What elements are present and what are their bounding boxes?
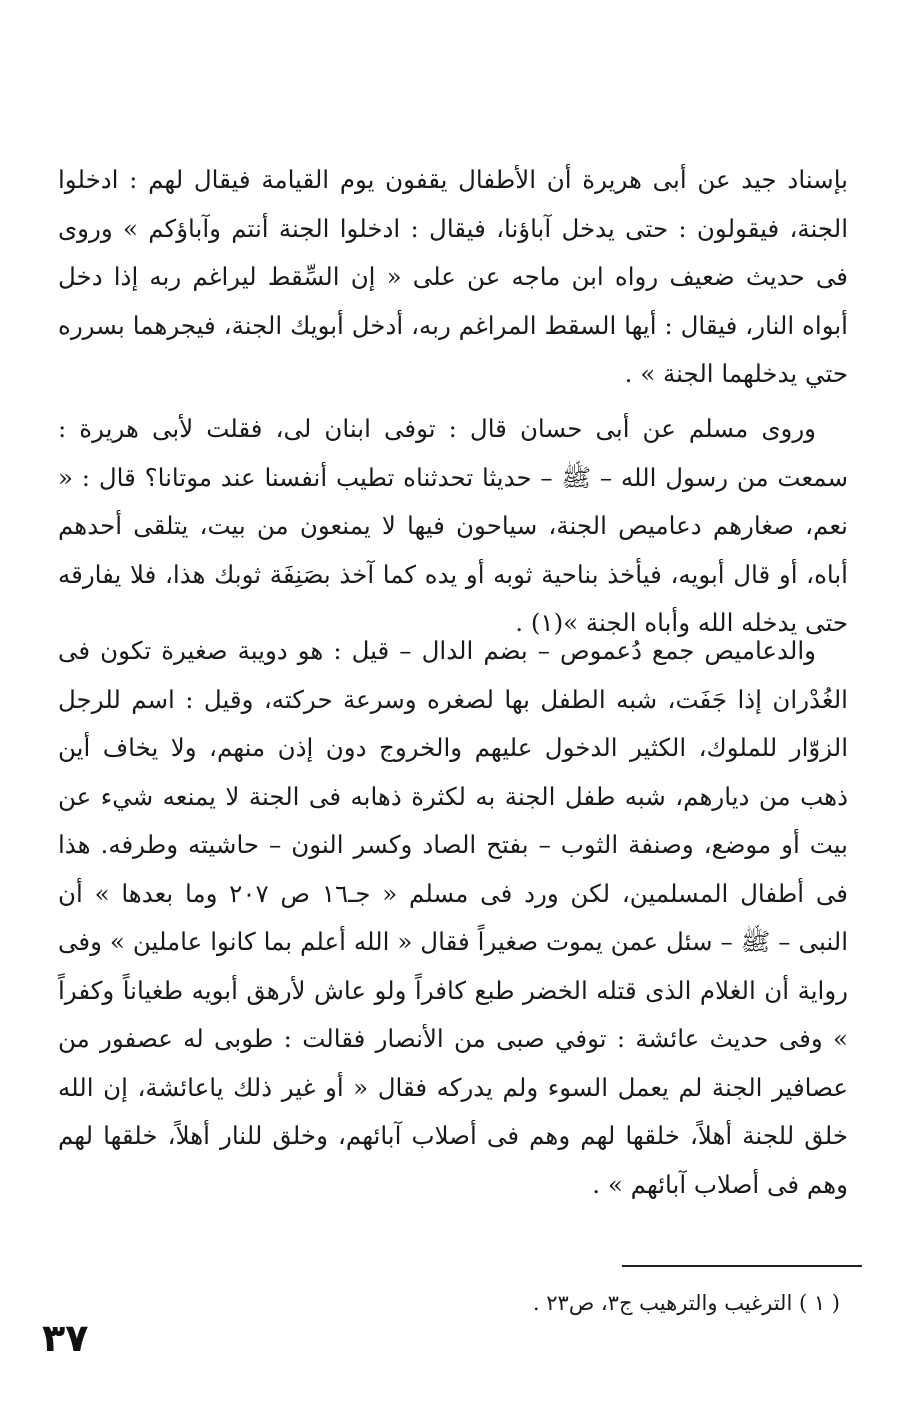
body-text-block-1 <box>58 156 848 399</box>
paragraph-3: والدعاميص جمع دُعموص – بضم الدال – قيل : هو دويبة صغيرة تكون فى الغُدْران إذا جَفَت، شبه الطفل بها لصغره وسرعة حركته، وقيل : اسم للرجل الزوّار للملوك، الكثير الدخول عليهم والخروج دون إذن منهم، ولا يخاف أين ذهب من ديارهم، شبه طفل الجنة به لكثرة ذهابه فى الجنة لا يمنعه شيء عن بيت أو موضع، وصنفة الثوب – بفتح الصاد وكسر النون – حاشيته وطرفه. هذا فى أطفال المسلمين، لكن ورد فى مسلم « جـ١٦ ص ٢٠٧ وما بعدها » أن النبى – ﷺ – سئل عمن يموت صغيراً فقال « الله أعلم بما كانوا عاملين » وفى رواية أن الغلام الذى قتله الخضر طبع كافراً ولو عاش لأرهق أبويه طغياناً وكفراً » وفى حديث عائشة : توفي صبى من الأنصار فقالت : طوبى له عصفور من عصافير الجنة لم يعمل السوء ولم يدركه فقال « أو غير ذلك ياعائشة، إن الله خلق للجنة أهلاً، خلقها لهم وهم فى أصلاب آبائهم، وخلق للنار أهلاً، خلقها لهم وهم فى أصلاب آبائهم » . <box>58 636 848 1199</box>
body-text-block-3 <box>58 627 848 1209</box>
footnote-divider <box>622 1265 862 1267</box>
body-text-block-2 <box>58 405 848 648</box>
paragraph-2: وروى مسلم عن أبى حسان قال : توفى ابنان لى، فقلت لأبى هريرة : سمعت من رسول الله – ﷺ – حديثا تحدثناه تطيب أنفسنا عند موتانا؟ قال : « نعم، صغارهم دعاميص الجنة، سياحون فيها لا يمنعون من بيت، يتلقى أحدهم أباه، أو قال أبويه، فيأخذ بناحية ثوبه أو يده كما آخذ بصَنِفَة ثوبك هذا، فلا يفارقه حتى يدخله الله وأباه الجنة »(١) . <box>58 414 848 637</box>
footnote: ( ١ ) الترغيب والترهيب ج٣، ص٢٣ . <box>532 1291 840 1315</box>
paragraph-1: بإسناد جيد عن أبى هريرة أن الأطفال يقفون يوم القيامة فيقال لهم : ادخلوا الجنة، فيقولون : حتى يدخل آباؤنا، فيقال : ادخلوا الجنة أنتم وآباؤكم » وروى فى حديث ضعيف رواه ابن ماجه عن على « إن السِّقط ليراغم ربه إذا دخل أبواه النار، فيقال : أيها السقط المراغم ربه، أدخل أبويك الجنة، فيجرهما بسرره حتي يدخلهما الجنة » . <box>58 165 848 388</box>
page-number: ٣٧ <box>42 1316 89 1360</box>
